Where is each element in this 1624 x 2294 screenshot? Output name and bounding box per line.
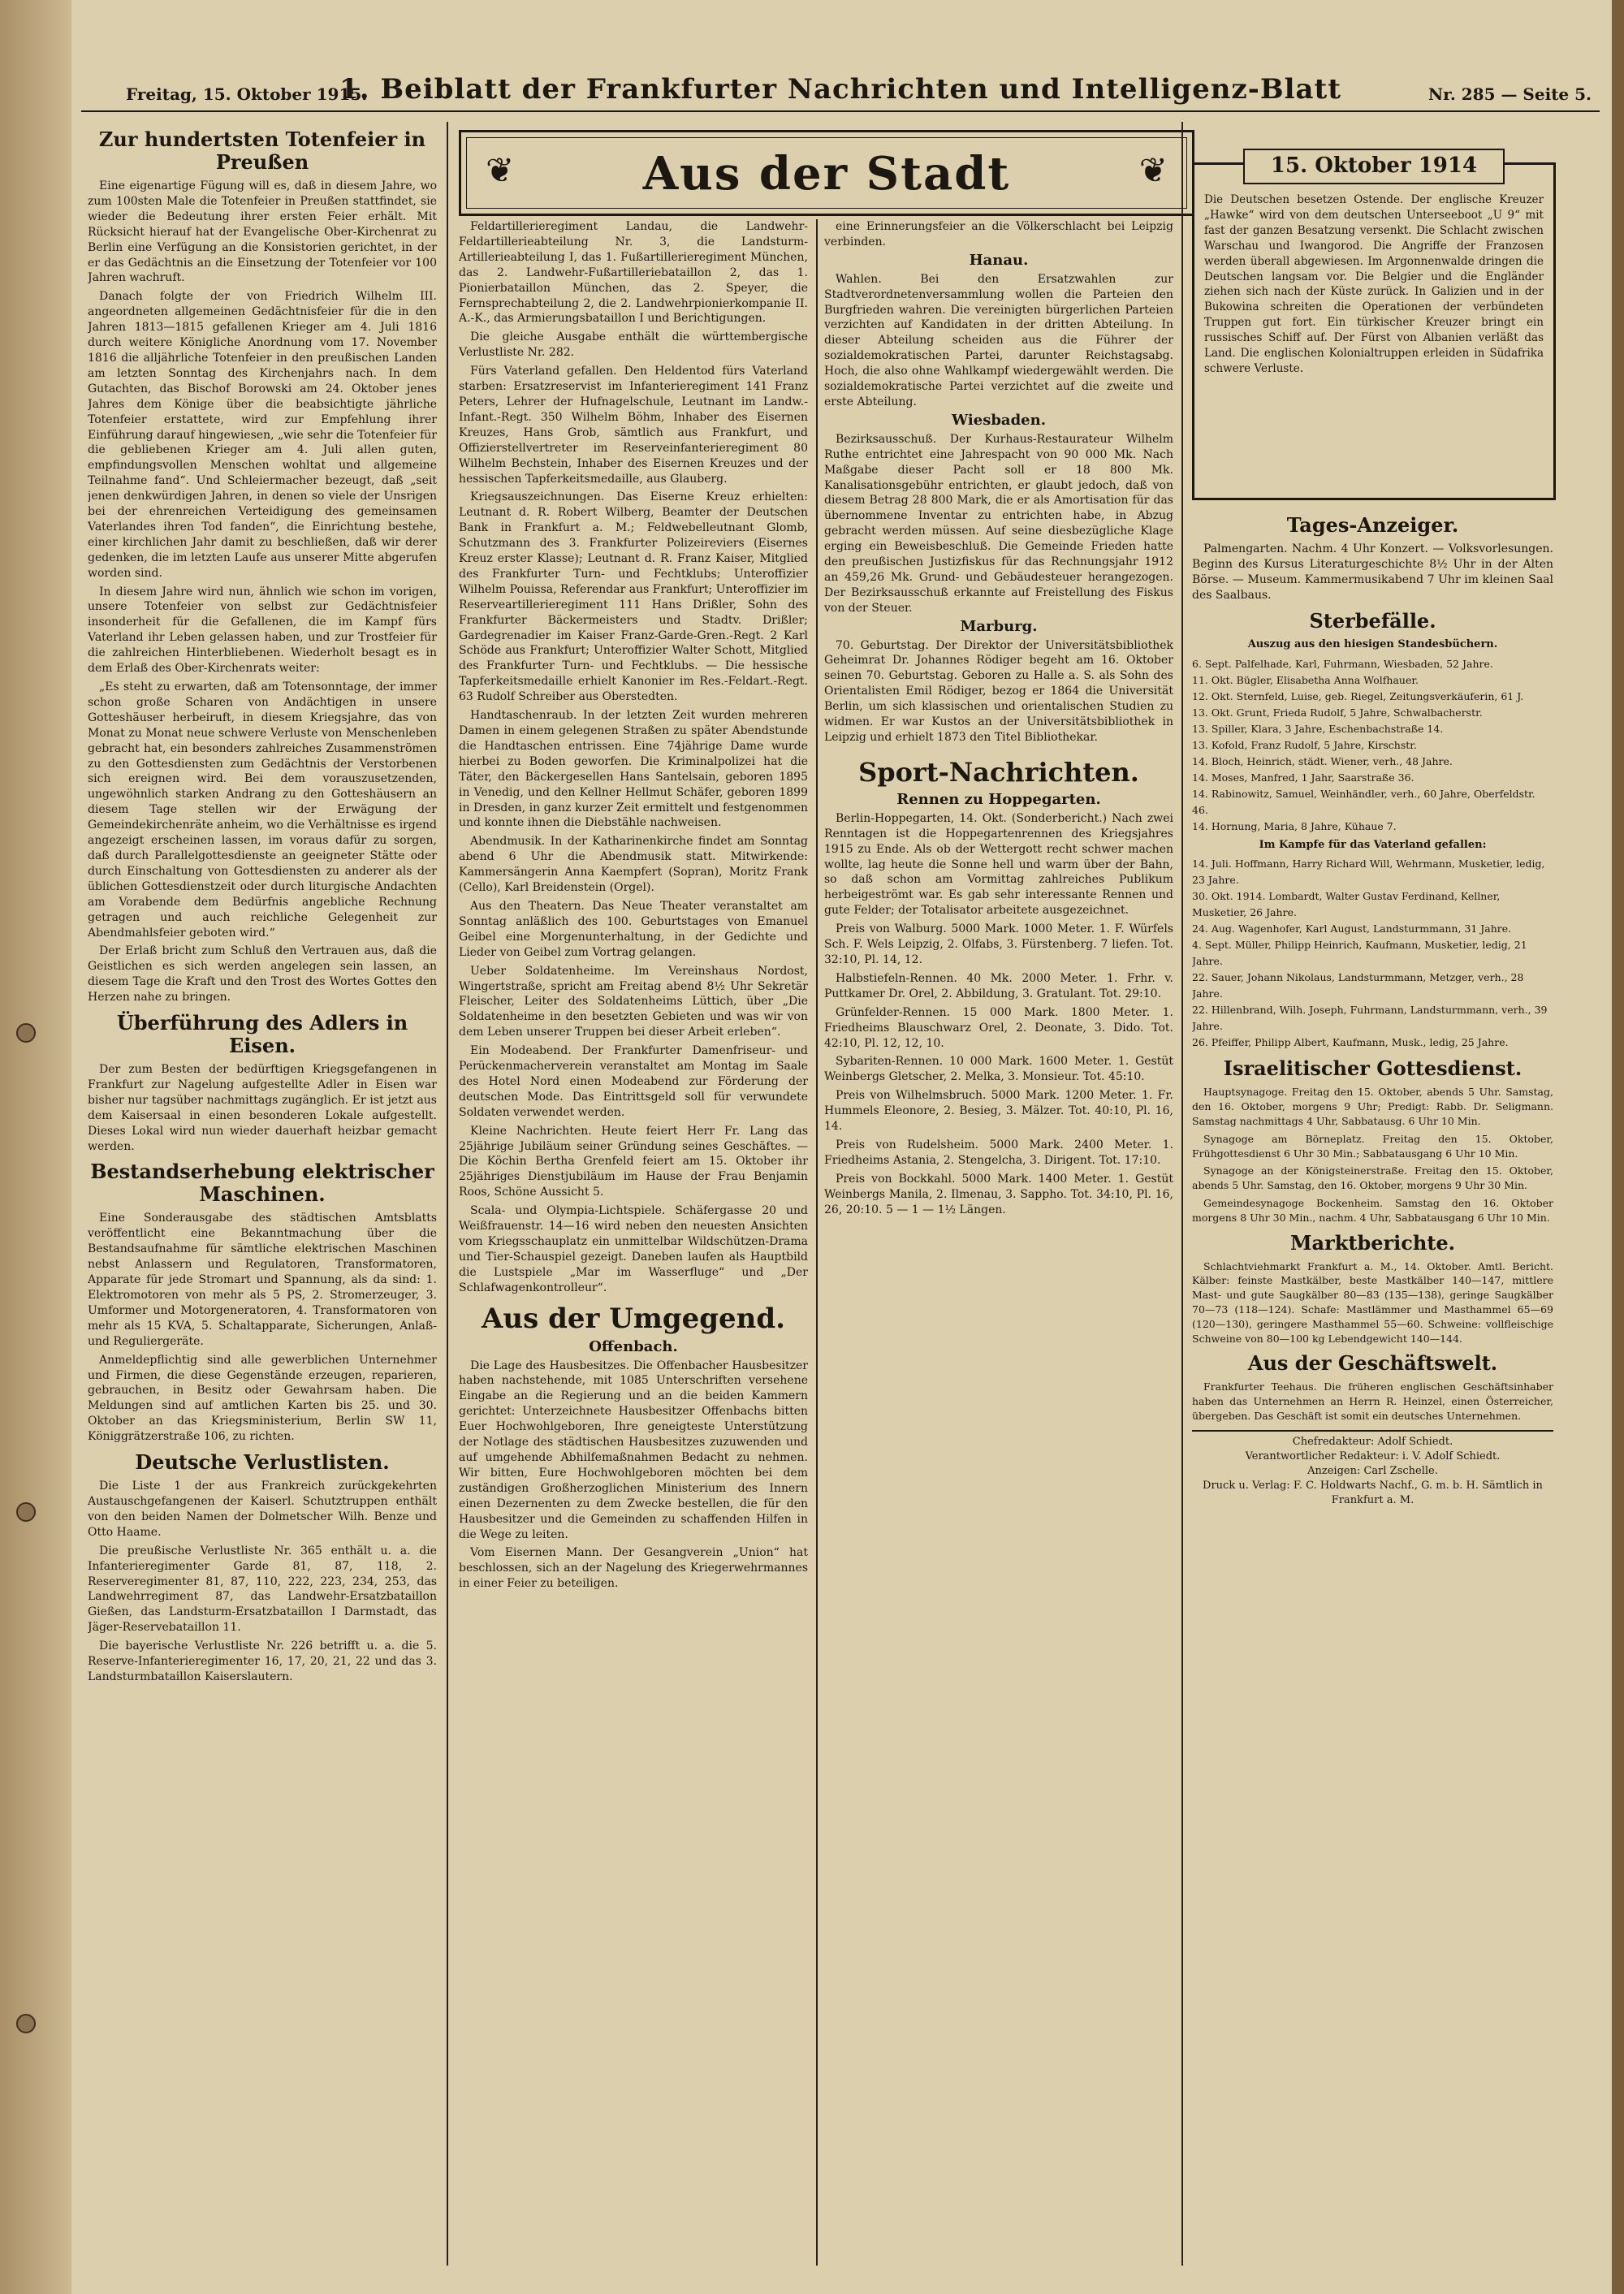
article-paragraph: Anmeldepflichtig sind alle gewerblichen Unternehmer und Firmen, die diese Gegenstände erzeugen, reparieren, gebrauchen, in Besitz oder Gewahrsam haben. Die Meldungen sind auf amtlichen Karten bis 25. und 30. Oktober an das Kriegsministerium, Berlin SW 11, Königgrätzerstraße 106, zu richten. [88,1353,437,1444]
article-paragraph: Berlin-Hoppegarten, 14. Okt. (Sonderbericht.) Nach zwei Renntagen ist die Hoppegartenrennen des Kriegsjahres 1915 zu Ende. Als ob der Wettergott recht schwer machen wollte, lag heute die Sonne hell und warm über der Bahn, so daß schon am Vormittag zahlreiches Publikum herbeigeströmt war. Es gab sehr interessante Rennen und gute Felder; der Totalisator arbeitete ausgezeichnet. [824,811,1173,918]
headline-adler: Überführung des Adlers in Eisen. [116,1011,408,1058]
article-paragraph: Die Liste 1 der aus Frankreich zurückgekehrten Austauschgefangenen der Kaiserl. Schutztruppen enthält von den beiden Namen der Dolmetscher Wilh. Benze und Otto Haame. [88,1480,437,1539]
article-paragraph: Vom Eisernen Mann. Der Gesangverein „Union“ hat beschlossen, sich an der Nagelung des Kriegerwehrmannes in einer Feier zu beteiligen. [459,1546,808,1591]
imprint [1192,1430,1553,1508]
headline-tages-anzeiger: Tages-Anzeiger. [1286,513,1459,537]
binding-gutter [0,0,71,2294]
article-paragraph: Eine Sonderausgabe des städtischen Amtsblatts veröffentlicht eine Bekanntmachung über die Bestandsaufnahme für sämtliche elektrischen Maschinen nebst Anlassern und Regulatoren, Transformatoren, Apparate für jede Stromart und Spannung, als da sind: 1. Elektromotoren von mehr als 5 PS, 2. Stromerzeuger, 3. Umformer und Motorgeneratoren, 4. Transformatoren von mehr als 15 KVA, 5. Schaltapparate, Sicherungen, Anlaß- und Reguliergeräte. [88,1212,437,1348]
article-paragraph: 70. Geburtstag. Der Direktor der Universitätsbibliothek Geheimrat Dr. Johannes Rödiger begeht am 16. Oktober seinen 70. Geburtstag. Geboren zu Halle a. S. als Sohn des Orientalisten Emil Rödiger, bezog er 1864 die Universität Berlin, um sich klassischen und orientalischen Studien zu widmen. Er war Kustos an der Universitätsbibliothek in Leipzig und erhielt 1873 den Titel Bibliothekar. [824,638,1173,744]
column-1 [88,122,437,2274]
fallen-notice: 30. Okt. 1914. Lombardt, Walter Gustav Ferdinand, Kellner, Musketier, 26 Jahre. [1192,890,1501,919]
death-notice: 13. Okt. Grunt, Frieda Rudolf, 5 Jahre, Schwalbacherstr. [1192,706,1483,719]
column-2 [459,219,808,2274]
article-paragraph: Der Erlaß bricht zum Schluß den Vertrauen aus, daß die Geistlichen es sich werden angelegen sein lassen, an diesem Tage die Kraft und den Trost des Wortes Gottes den Herzen nahe zu bringen. [88,944,437,1004]
fallen-notice: 22. Hillenbrand, Wilh. Joseph, Fuhrmann, Landsturmmann, verh., 39 Jahre. [1192,1004,1548,1033]
death-notice: 12. Okt. Sternfeld, Luise, geb. Riegel, Zeitungsverkäuferin, 61 J. [1192,689,1524,702]
death-notice: 13. Spiller, Klara, 3 Jahre, Eschenbachstraße 14. [1192,722,1444,735]
column-rule [1181,122,1183,2266]
death-notice: 11. Okt. Bügler, Elisabetha Anna Wolfhauer. [1192,673,1419,686]
column-rule [447,122,448,2266]
race-result: Sybariten-Rennen. 10 000 Mark. 1600 Meter. 1. Gestüt Weinbergs Gletscher, 2. Melka, 3. Monsieur. Tot. 45:10. [824,1055,1173,1084]
subhead-hoppegarten: Rennen zu Hoppegarten. [896,790,1101,808]
fallen-notice: 24. Aug. Wagenhofer, Karl August, Landsturmmann, 31 Jahre. [1192,922,1512,935]
article-paragraph: Fürs Vaterland gefallen. Den Heldentod fürs Vaterland starben: Ersatzreservist im Infanterieregiment 141 Franz Peters, Lehrer der Hufnagelschule, Leutnant im Landw.-Infant.-Regt. 350 Wilhelm Böhm, Inhaber des Eisernen Kreuzes, Hans Grob, sämtlich aus Frankfurt, und Offizierstellvertreter im Reserveinfanterieregiment 80 Wilhelm Bechstein, Inhaber des Eisernen Kreuzes und der hessischen Tapferkeitsmedaille, aus Glauberg. [459,365,808,486]
article-paragraph: In diesem Jahre wird nun, ähnlich wie schon im vorigen, unsere Totenfeier von selbst zur Gedächtnisfeier insonderheit für die Gefallenen, die im Kampf fürs Vaterland ihr Leben gelassen haben, und zur Trostfeier für die zahlreichen Hinterbliebenen. Wiederholt besagt es in dem Erlaß des Ober-Kirchenrats weiter: [88,585,437,676]
headline-sport: Sport-Nachrichten. [858,756,1139,788]
section-title: Aus der Stadt [642,147,1011,201]
ornament-icon: ❦ [486,150,515,190]
masthead [81,70,1600,112]
article-paragraph: Kleine Nachrichten. Heute feiert Herr Fr. Lang das 25jährige Jubiläum seiner Gründung seines Geschäftes. — Die Köchin Bertha Grenfeld feiert am 15. Oktober ihr 25jähriges Dienstjubiläum im Hause der Frau Benjamin Roos, Schöne Aussicht 5. [459,1124,808,1199]
headline-totenfeier: Zur hundertsten Totenfeier in Preußen [98,127,426,174]
article-paragraph: Ueber Soldatenheime. Im Vereinshaus Nordost, Wingertstraße, spricht am Freitag abend 8½ Uhr Sekretär Fleischer, Leiter des Soldatenheims Lüttich, über „Die Soldatenheime in den besetzten Gebieten und was wir von dem Leben unserer Truppen bei dieser Arbeit erleben“. [459,964,808,1039]
subhead-hanau: Hanau. [969,251,1029,269]
headline-marktberichte: Marktberichte. [1289,1230,1456,1255]
masthead-title: 1. Beiblatt der Frankfurter Nachrichten und Intelligenz-Blatt [339,73,1341,106]
subhead-offenbach: Offenbach. [589,1337,678,1355]
article-paragraph: Die gleiche Ausgabe enthält die württembergische Verlustliste Nr. 282. [459,330,808,360]
headline-geschaeftswelt: Aus der Geschäftswelt. [1247,1351,1498,1376]
article-paragraph: Bezirksausschuß. Der Kurhaus-Restaurateur Wilhelm Ruthe entrichtet eine Jahrespacht von 90 000 Mk. Nach Maßgabe dieser Pacht soll er 18 800 Mk. Kanalisationsgebühr entrichten, er glaubt jedoch, daß von diesem Betrag 28 800 Mark, die er als Amortisation für das übernommene Inventar zu entrichten habe, in Abzug gebracht werden müssen. Auf seine diesbezügliche Klage erging ein Beweisbeschluß. Die Gemeinde Frieden hatte den preußischen Justizfiskus für das Rechnungsjahr 1912 an 459,26 Mk. Grund- und Gebäudesteuer herangezogen. Der Bezirksausschuß erkannte auf Freistellung des Fiskus von der Steuer. [824,432,1173,615]
race-result: Preis von Walburg. 5000 Mark. 1000 Meter. 1. F. Würfels Sch. F. Wels Leipzig, 2. Olfabs, 3. Fürstenberg. 7 liefen. Tot. 32:10, Pl. 14, 12. [824,922,1173,966]
fallen-notice: 4. Sept. Müller, Philipp Heinrich, Kaufmann, Musketier, ledig, 21 Jahre. [1192,939,1527,968]
headline-bestandserhebung: Bestandserhebung elektrischer Maschinen. [90,1160,434,1207]
race-result: Grünfelder-Rennen. 15 000 Mark. 1800 Meter. 1. Friedheims Blauschwarz Orel, 2. Deonate, 3. Dido. Tot. 42:10, Pl. 12, 12, 10. [824,1005,1173,1050]
fallen-notice: 14. Juli. Hoffmann, Harry Richard Will, Wehrmann, Musketier, ledig, 23 Jahre. [1192,858,1545,887]
article-paragraph: Wahlen. Bei den Ersatzwahlen zur Stadtverordnetenversammlung wollen die Parteien den Burgfrieden wahren. Die vereinigten bürgerlichen Parteien verzichten auf Kandidaten in der dritten Abteilung. In dieser Abteilung scheiden aus die Führer der sozialdemokratischen Partei, darunter Reichstagsabg. Hoch, die also ohne Wahlkampf wiedergewählt werden. Die sozialdemokratische Partei verzichtet auf die zweite und erste Abteilung. [824,272,1173,408]
column-4 [1192,508,1553,2274]
binding-hole [16,2014,36,2033]
death-notice: 6. Sept. Palfelhade, Karl, Fuhrmann, Wiesbaden, 52 Jahre. [1192,657,1493,670]
subhead-gefallen: Im Kampfe für das Vaterland gefallen: [1259,838,1487,851]
death-notice: 14. Rabinowitz, Samuel, Weinhändler, verh., 60 Jahre, Oberfeldstr. 46. [1192,787,1535,816]
article-paragraph: Aus den Theatern. Das Neue Theater veranstaltet am Sonntag anläßlich des 100. Geburtstages von Emanuel Geibel eine Morgenunterhaltung, in der Gedichte und Lieder von Geibel zum Vortrag gelangen. [459,899,808,959]
article-paragraph: „Es steht zu erwarten, daß am Totensonntage, der immer schon große Scharen von Andächtigen in unsere Gotteshäuser herbeiruft, in diesem Kriegsjahre, das von Monat zu Monat neue schwere Verluste von Menschenleben gebracht hat, ein besonders zahlreiches Zusammenströmen zu den Gottesdiensten zum Gedächtnis der Verstorbenen sich ereignen wird. Bei dem vorauszusetzenden, ungewöhnlich starken Andrang zu den Gotteshäusern an diesem Tage stellen wir der Erwägung der Gemeindekirchenräte anheim, wo die Verhältnisse es irgend angezeigt erscheinen lassen, im voraus dafür zu sorgen, daß durch Parallelgottesdienste an geeigneter Stätte oder durch Einschaltung von Gottesdiensten zu anderer als der üblichen Gottesdienstzeit oder durch liturgische Andachten am Vorabende dem Bedürfnis angebliche Rechnung getragen und auch reichliche Gelegenheit zur Abendmahlsfeier geboten wird.“ [88,680,437,940]
article-paragraph: Feldartillerieregiment Landau, die Landwehr-Feldartillerieabteilung Nr. 3, die Landsturm-Artillerieabteilung I, das 1. Fußartillerieregiment München, das 2. Landwehr-Fußartilleriebataillon 2, das 1. Pionierbataillon München, das 2. Speyer, die Fernsprechabteilung 2, die 2. Landwehrpionierkompanie II. A.-K., das Armierungsbataillon I und Berichtigungen. [459,220,808,326]
anniversary-box-title: 15. Oktober 1914 [1243,149,1505,184]
article-paragraph: Die preußische Verlustliste Nr. 365 enthält u. a. die Infanterieregimenter Garde 81, 87, 118, 2. Reserveregimenter 81, 87, 110, 222, 223, 234, 253, das Landwehrregiment 87, das Landwehr-Ersatzbataillon Gießen, das Landsturm-Ersatzbataillon I Darmstadt, das Jäger-Reservebataillon 11. [88,1544,437,1635]
binding-hole [16,1023,36,1043]
anniversary-box-text: Die Deutschen besetzen Ostende. Der englische Kreuzer „Hawke“ wird von dem deutschen Unterseeboot „U 9“ mit fast der ganzen Besatzung versenkt. Die Schlacht zwischen Warschau und Iwangorod. Die Angriffe der Franzosen werden überall abgewiesen. Im Argonnenwalde dringen die Deutschen langsam vor. Die Belgier und die Engländer ziehen sich nach der Küste zurück. In Galizien und in der Bukowina schreiten die Operationen der verbündeten Truppen gut fort. Ein türkischer Kreuzer bringt ein russisches Schiff auf. Der Fürst von Albanien verläßt das Land. Die englischen Kolonialtruppen erleiden in Südafrika schwere Verluste. [1204,193,1544,375]
fallen-notice: 26. Pfeiffer, Philipp Albert, Kaufmann, Musk., ledig, 25 Jahre. [1192,1036,1509,1049]
article-paragraph: Eine eigenartige Fügung will es, daß in diesem Jahre, wo zum 100sten Male die Totenfeier in Preußen stattfindet, sie wieder die Bedeutung ihrer ersten Feier erhält. Mit Rücksicht hierauf hat der Evangelische Ober-Kirchenrat zu Berlin eine Verfügung an die Konsistorien gerichtet, in der er das Gedächtnis an die Einsetzung der Totenfeier vor 100 Jahren wachruft. [88,179,437,285]
article-paragraph: Synagoge am Börneplatz. Freitag den 15. Oktober, Frühgottesdienst 6 Uhr 30 Min.; Sabbatausgang 6 Uhr 10 Min. [1192,1132,1553,1160]
column-3 [824,219,1173,2274]
headline-umgegend: Aus der Umgegend. [482,1302,785,1335]
article-paragraph: eine Erinnerungsfeier an die Völkerschlacht bei Leipzig verbinden. [824,220,1173,248]
imprint-line: Druck u. Verlag: F. C. Holdwarts Nachf., G. m. b. H. Sämtlich in Frankfurt a. M. [1203,1479,1543,1506]
article-paragraph: Danach folgte der von Friedrich Wilhelm III. angeordneten allgemeinen Gedächtnisfeier für die in den Jahren 1813—1815 gefallenen Krieger am 4. Juli 1816 durch weitere Königliche Anordnung vom 17. November 1816 die alljährliche Totenfeier in den preußischen Landen am letzten Sonntag des Kirchenjahrs nach. In dem Gutachten, das Bischof Borowski am 24. Oktober jenes Jahres dem Könige über die beabsichtigte jährliche Totenfeier erstattete, wird zur Empfehlung ihrer Einführung darauf hingewiesen, „wie sehr die Totenfeier für die gebliebenen Krieger am 4. Juli allen guten, empfindungsvollen Menschen wohltat und allgemeine Teilnahme fand“. Und Schleiermacher bezeugt, daß „seit jenen denkwürdigen Jahren, in denen so viele der Unsrigen bei der ehrenreichen Verteidigung des gemeinsamen Vaterlandes ihren Tod fanden“, die Einrichtung bestehe, einer kirchlichen Jahr damit zu beschließen, daß wir derer gedenken, die im letzten Laufe aus unserer Mitte abgerufen worden sind. [88,290,437,580]
race-result: Preis von Bockkahl. 5000 Mark. 1400 Meter. 1. Gestüt Weinbergs Manila, 2. Ilmenau, 3. Sappho. Tot. 34:10, Pl. 16, 26, 20:10. 5 — 1 — 1½ Längen. [824,1172,1173,1216]
subhead-standesbuecher: Auszug aus den hiesigen Standesbüchern. [1247,637,1498,650]
race-result: Preis von Wilhelmsbruch. 5000 Mark. 1200 Meter. 1. Fr. Hummels Eleonore, 2. Besieg, 3. Mälzer. Tot. 40:10, Pl. 16, 14. [824,1089,1173,1134]
article-paragraph: Die Lage des Hausbesitzes. Die Offenbacher Hausbesitzer haben nachstehende, mit 1085 Unterschriften versehene Eingabe an die Regierung und an die beiden Kammern gerichtet: Unterzeichnete Hausbesitzer Offenbachs bitten Euer Hochwohlgeboren, Ihre geneigteste Unterstützung der Notlage des städtischen Hausbesitzes zuzuwenden und auf umgehende Abhilfemaßnahmen Bedacht zu nehmen. Wir bitten, Eure Hochwohlgeboren möchten bei dem zuständigen Großherzoglichen Ministerium des Innern einen Dezernenten zu dem Zwecke bestellen, die für den Hausbesitzer und die Gemeinden zu schaffenden Hilfen in die Wege zu leiten. [459,1359,808,1541]
article-paragraph: Palmengarten. Nachm. 4 Uhr Konzert. — Volksvorlesungen. Beginn des Kursus Literaturgeschichte 8½ Uhr in der Alten Börse. — Museum. Kammermusikabend 7 Uhr im kleinen Saal des Saalbaus. [1192,542,1553,602]
subhead-wiesbaden: Wiesbaden. [952,411,1046,429]
article-paragraph: Die bayerische Verlustliste Nr. 226 betrifft u. a. die 5. Reserve-Infanterieregimenter 16, 17, 20, 21, 22 und das 3. Landsturmbataillon Kaiserslautern. [88,1639,437,1683]
death-notice: 14. Hornung, Maria, 8 Jahre, Kühaue 7. [1192,819,1397,832]
fallen-notice: 22. Sauer, Johann Nikolaus, Landsturmmann, Metzger, verh., 28 Jahre. [1192,971,1524,1000]
article-paragraph: Abendmusik. In der Katharinenkirche findet am Sonntag abend 6 Uhr die Abendmusik statt. Mitwirkende: Kammersängerin Anna Kaempfert (Sopran), Moritz Frank (Cello), Karl Breidenstein (Orgel). [459,835,808,895]
death-notice: 14. Bloch, Heinrich, städt. Wiener, verh., 48 Jahre. [1192,754,1453,767]
race-result: Preis von Rudelsheim. 5000 Mark. 2400 Meter. 1. Friedheims Astania, 2. Stengelcha, 3. Dirigent. Tot. 17:10. [824,1138,1173,1167]
headline-verlustlisten: Deutsche Verlustlisten. [135,1450,390,1475]
race-result: Halbstiefeln-Rennen. 40 Mk. 2000 Meter. 1. Frhr. v. Puttkamer Dr. Orel, 2. Abbildung, 3. Gratulant. Tot. 29:10. [824,971,1173,1000]
column-rule [816,219,818,2266]
article-paragraph: Synagoge an der Königsteinerstraße. Freitag den 15. Oktober, abends 5 Uhr. Samstag, den 16. Oktober, morgens 9 Uhr 30 Min. [1192,1164,1553,1192]
binding-hole [16,1502,36,1522]
subhead-marburg: Marburg. [960,617,1038,635]
imprint-line: Chefredakteur: Adolf Schiedt. [1292,1435,1453,1448]
article-paragraph: Der zum Besten der bedürftigen Kriegsgefangenen in Frankfurt zur Nagelung aufgestellte Adler in Eisen war bisher nur tagsüber nachmittags zugänglich. Er ist jetzt aus dem Kaisersaal in einen besonderen Lokale aufgestellt. Dieses Lokal wird nun wieder dauerhaft heizbar gemacht werden. [88,1063,437,1153]
article-paragraph: Kriegsauszeichnungen. Das Eiserne Kreuz erhielten: Leutnant d. R. Robert Wilberg, Beamter der Deutschen Bank in Frankfurt a. M.; Feldwebelleutnant Glomb, Schutzmann des 3. Frankfurter Polizeireviers (Eisernes Kreuz erster Klasse); Leutnant d. R. Franz Kaiser, Mitglied des Frankfurter Turn- und Fechtklubs; Unteroffizier Wilhelm Pouissa, Referendar aus Frankfurt; Unteroffizier im Reserveartillerieregiment 111 Hans Drißler, Sohn des Frankfurter Bäckermeisters und Stadtv. Drißler; Gardegrenadier im Kaiser Franz-Garde-Gren.-Regt. 2 Karl Schöde aus Frankfurt; Unteroffizier Walter Schott, Mitglied des Frankfurter Turn- und Fechtklubs. — Die hessische Tapferkeitsmedaille erhielt Kanonier im Res.-Feldart.-Regt. 63 Rudolf Schreiber aus Oberstedten. [459,490,808,704]
article-paragraph: Scala- und Olympia-Lichtspiele. Schäfergasse 20 und Weißfrauenstr. 14—16 wird neben den neuesten Ansichten vom Kriegsschauplatz ein unmittelbar Wildschützen-Drama und Tier-Schauspiel gezeigt. Daneben laufen als Hauptbild die Lustspiele „Mar im Wasserfluge“ und „Der Schlafwagenkontrolleur“. [459,1204,808,1294]
article-paragraph: Handtaschenraub. In der letzten Zeit wurden mehreren Damen in einem gelegenen Straßen zu später Abendstunde die Handtaschen entrissen. Eine 74jährige Dame wurde hierbei zu Boden geworfen. Die Kriminalpolizei hat die Täter, den Bäckergesellen Hans Santelsain, geboren 1895 in Venedig, und den Kellner Hellmut Schäfer, geboren 1899 in Dresden, in ganz kurzer Zeit ermittelt und festgenommen und konnte ihnen die Diebstähle nachweisen. [459,709,808,830]
article-paragraph: Gemeindesynagoge Bockenheim. Samstag den 16. Oktober morgens 8 Uhr 30 Min., nachm. 4 Uhr, Sabbatausgang 6 Uhr 10 Min. [1192,1197,1553,1224]
article-paragraph: Schlachtviehmarkt Frankfurt a. M., 14. Oktober. Amtl. Bericht. Kälber: feinste Mastkälber, beste Mastkälber 140—147, mittlere Mast- und gute Saugkälber 80—83 (135—138), geringe Saugkälber 70—73 (118—124). Schafe: Mastlämmer und Masthammel 65—69 (120—130), geringere Masthammel 55—60. Schweine: vollfleischige Schweine von 80—100 kg Lebendgewicht 140—144. [1192,1259,1553,1345]
headline-sterbefaelle: Sterbefälle. [1309,608,1436,633]
death-notice: 13. Kofold, Franz Rudolf, 5 Jahre, Kirschstr. [1192,738,1417,751]
imprint-line: Verantwortlicher Redakteur: i. V. Adolf Schiedt. [1245,1449,1501,1462]
headline-gottesdienst: Israelitischer Gottesdienst. [1223,1056,1522,1081]
article-paragraph: Frankfurter Teehaus. Die früheren englischen Geschäftsinhaber haben das Unternehmen an Herrn R. Heinzel, einen Österreicher, übergeben. Das Geschäft ist somit ein deutsches Unternehmen. [1192,1380,1553,1422]
article-paragraph: Hauptsynagoge. Freitag den 15. Oktober, abends 5 Uhr. Samstag, den 16. Oktober, morgens 9 Uhr; Predigt: Rabb. Dr. Seligmann. Samstag nachmittags 4 Uhr, Sabbatausg. 6 Uhr 10 Min. [1192,1086,1553,1128]
section-banner [459,130,1194,216]
masthead-number: Nr. 285 — Seite 5. [1427,84,1592,104]
ornament-icon: ❦ [1138,150,1168,190]
article-paragraph: Ein Modeabend. Der Frankfurter Damenfriseur- und Perückenmacherverein veranstaltet am Montag im Saale des Hotel Nord einen Modeabend zur Förderung der deutschen Mode. Das Eintrittsgeld soll für verwundete Soldaten verwendet werden. [459,1044,808,1119]
death-notice: 14. Moses, Manfred, 1 Jahr, Saarstraße 36. [1192,771,1415,784]
imprint-line: Anzeigen: Carl Zschelle. [1307,1464,1438,1477]
anniversary-box [1192,153,1556,500]
masthead-date: Freitag, 15. Oktober 1915. [126,84,368,104]
